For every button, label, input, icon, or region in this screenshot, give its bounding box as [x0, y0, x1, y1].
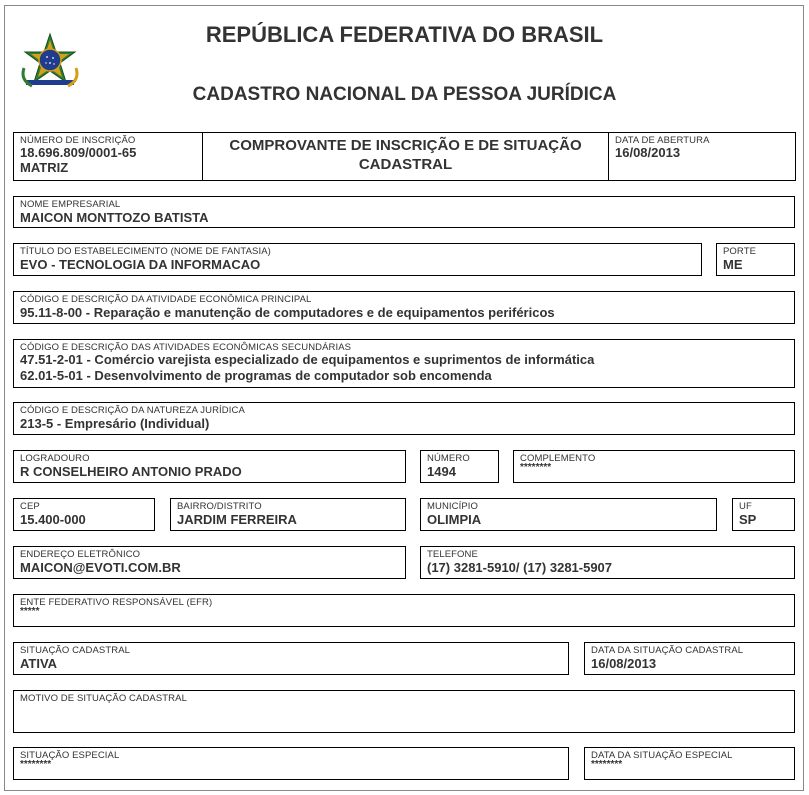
- numero-value: 1494: [427, 464, 456, 479]
- efr-box: [13, 594, 795, 627]
- email-box: [13, 546, 406, 579]
- data-situacao-especial-value: ********: [591, 759, 623, 770]
- titulo-estabelecimento-box: [13, 243, 702, 276]
- cep-box: [13, 498, 155, 531]
- abertura-label: DATA DE ABERTURA: [615, 135, 710, 146]
- situacao-cadastral-box: [13, 642, 569, 675]
- logradouro-label: LOGRADOURO: [20, 453, 90, 464]
- bairro-label: BAIRRO/DISTRITO: [177, 501, 262, 512]
- atividades-secundarias-box: [13, 339, 795, 388]
- uf-value: SP: [739, 512, 757, 527]
- porte-value: ME: [723, 257, 743, 272]
- titulo-estabelecimento-label: TÍTULO DO ESTABELECIMENTO (NOME DE FANTASIA): [20, 246, 271, 257]
- nome-empresarial-value: MAICON MONTTOZO BATISTA: [20, 210, 209, 225]
- porte-box: [716, 243, 795, 276]
- telefone-box: [420, 546, 795, 579]
- abertura-value: 16/08/2013: [615, 145, 681, 160]
- complemento-label: COMPLEMENTO: [520, 453, 596, 464]
- situacao-cadastral-label: SITUAÇÃO CADASTRAL: [20, 645, 131, 656]
- motivo-situacao-label: MOTIVO DE SITUAÇÃO CADASTRAL: [20, 693, 187, 704]
- page-title: REPÚBLICA FEDERATIVA DO BRASIL: [205, 22, 604, 47]
- telefone-value: (17) 3281-5910/ (17) 3281-5907: [427, 560, 613, 575]
- uf-label: UF: [739, 501, 752, 512]
- data-situacao-cadastral-box: [584, 642, 795, 675]
- natureza-juridica-value: 213-5 - Empresário (Individual): [20, 416, 210, 431]
- email-value: MAICON@EVOTI.COM.BR: [20, 560, 181, 575]
- logradouro-value: R CONSELHEIRO ANTONIO PRADO: [20, 464, 242, 479]
- situacao-cadastral-value: ATIVA: [20, 656, 58, 671]
- nome-empresarial-label: NOME EMPRESARIAL: [20, 199, 121, 210]
- motivo-situacao-box: [13, 690, 795, 733]
- municipio-box: [420, 498, 717, 531]
- data-situacao-cadastral-label: DATA DA SITUAÇÃO CADASTRAL: [591, 645, 744, 656]
- data-situacao-especial-box: [584, 747, 795, 780]
- cep-value: 15.400-000: [20, 512, 86, 527]
- cnpj-value: 18.696.809/0001-65: [20, 145, 137, 160]
- complemento-box: [513, 450, 795, 483]
- natureza-juridica-box: [13, 402, 795, 435]
- comprovante-title-line1: COMPROVANTE DE INSCRIÇÃO E DE SITUAÇÃO: [229, 137, 582, 154]
- uf-box: [732, 498, 795, 531]
- email-label: ENDEREÇO ELETRÔNICO: [20, 549, 141, 560]
- complemento-value: ********: [520, 462, 552, 473]
- telefone-label: TELEFONE: [427, 549, 478, 560]
- municipio-value: OLIMPIA: [427, 512, 482, 527]
- comprovante-title-line2: CADASTRAL: [358, 156, 453, 173]
- municipio-label: MUNICÍPIO: [427, 501, 479, 512]
- natureza-juridica-label: CÓDIGO E DESCRIÇÃO DA NATUREZA JURÍDICA: [20, 405, 245, 416]
- efr-label: ENTE FEDERATIVO RESPONSÁVEL (EFR): [20, 597, 213, 608]
- atividades-secundarias-label: CÓDIGO E DESCRIÇÃO DAS ATIVIDADES ECONÔMICAS SECUNDÁRIAS: [20, 342, 352, 353]
- inscricao-box: [13, 132, 203, 181]
- numero-box: [420, 450, 499, 483]
- inscricao-label: NÚMERO DE INSCRIÇÃO: [20, 135, 136, 146]
- bairro-value: JARDIM FERREIRA: [177, 512, 297, 527]
- page-subtitle: CADASTRO NACIONAL DA PESSOA JURÍDICA: [192, 84, 617, 105]
- comprovante-title: [203, 136, 608, 174]
- cep-label: CEP: [20, 501, 40, 512]
- atividade-secundaria-item: 47.51-2-01 - Comércio varejista especializado de equipamentos e suprimentos de informática: [20, 352, 595, 367]
- comprovante-box: [202, 132, 609, 181]
- data-situacao-cadastral-value: 16/08/2013: [591, 656, 657, 671]
- efr-value: *****: [20, 606, 40, 617]
- titulo-estabelecimento-value: EVO - TECNOLOGIA DA INFORMACAO: [20, 257, 261, 272]
- atividade-secundaria-item: 62.01-5-01 - Desenvolvimento de programas de computador sob encomenda: [20, 368, 492, 383]
- atividade-principal-value: 95.11-8-00 - Reparação e manutenção de computadores e de equipamentos periféricos: [20, 305, 555, 320]
- logradouro-box: [13, 450, 406, 483]
- porte-label: PORTE: [723, 246, 757, 257]
- atividade-principal-label: CÓDIGO E DESCRIÇÃO DA ATIVIDADE ECONÔMICA PRINCIPAL: [20, 294, 312, 305]
- numero-label: NÚMERO: [427, 453, 470, 464]
- nome-empresarial-box: [13, 196, 795, 228]
- situacao-especial-box: [13, 747, 569, 780]
- situacao-especial-label: SITUAÇÃO ESPECIAL: [20, 750, 120, 761]
- tipo-value: MATRIZ: [20, 160, 69, 175]
- data-situacao-especial-label: DATA DA SITUAÇÃO ESPECIAL: [591, 750, 733, 761]
- bairro-box: [170, 498, 406, 531]
- atividade-principal-box: [13, 291, 795, 324]
- abertura-box: [608, 132, 796, 181]
- situacao-especial-value: ********: [20, 759, 52, 770]
